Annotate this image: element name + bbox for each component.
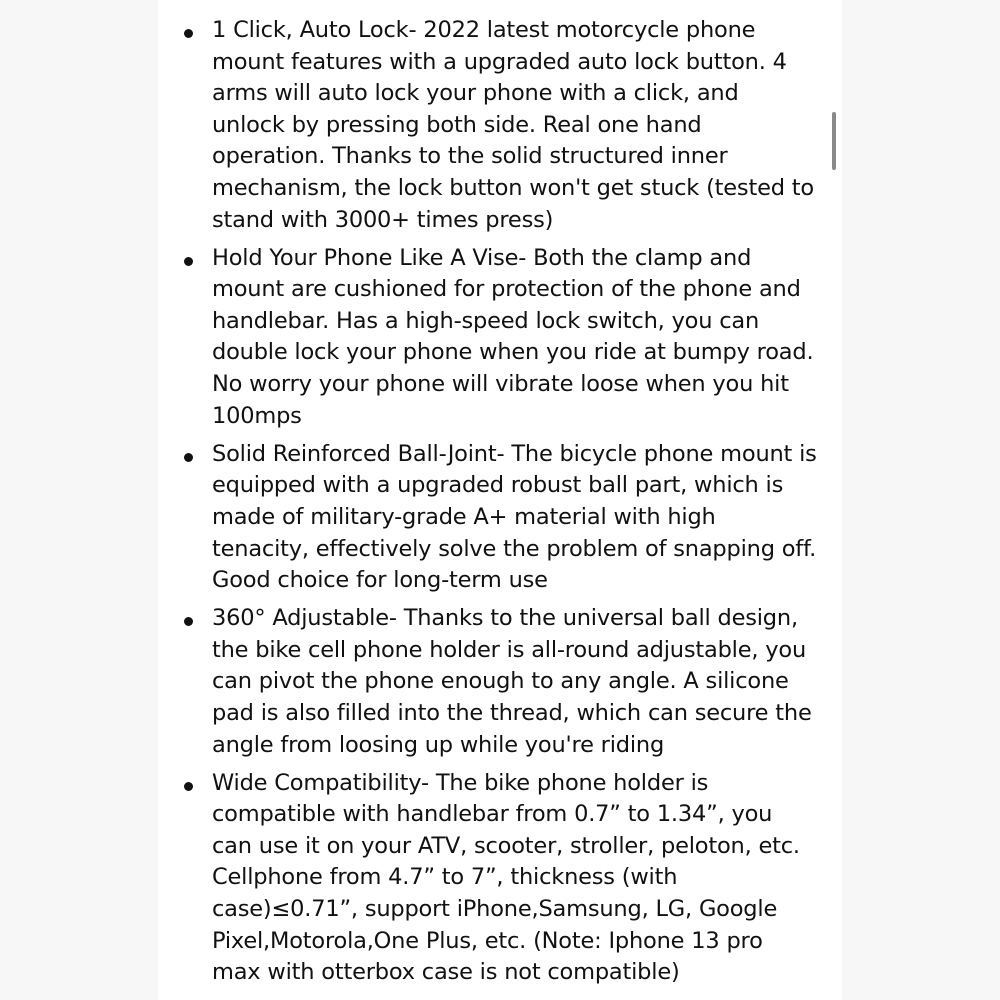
feature-bullet-auto-lock bbox=[158, 15, 842, 236]
feature-text: Wide Compatibility- The bike phone holder is compatible with handlebar from 0.7” to 1.34”, you can use it on your ATV, scooter, stroller, peloton, etc. Cellphone from 4.7” to 7”, thickness (with case)≤0.71”, support iPhone,Samsung, LG, Google Pixel,Motorola,One Plus, etc. (Note: Iphone 13 pro max with otterbox case is not compatible) bbox=[212, 769, 800, 986]
bullet-dot-icon bbox=[184, 257, 193, 266]
feature-bullet-ball-joint bbox=[158, 439, 842, 597]
feature-text: 360° Adjustable- Thanks to the universal ball design, the bike cell phone holder is all-round adjustable, you can pivot the phone enough to any angle. A silicone pad is also filled into the thread, which can secure the angle from loosing up while you're riding bbox=[212, 605, 812, 758]
feature-text: 1 Click, Auto Lock- 2022 latest motorcycle phone mount features with a upgraded auto lock button. 4 arms will auto lock your phone with a click, and unlock by pressing both side. Real one hand operation. Thanks to the solid structured inner mechanism, the lock button won't get stuck (tested to stand with 3000+ times press) bbox=[212, 17, 814, 233]
bullet-dot-icon bbox=[184, 617, 193, 626]
scrollbar-thumb[interactable] bbox=[832, 112, 836, 170]
feature-text: Hold Your Phone Like A Vise- Both the clamp and mount are cushioned for protection of the phone and handlebar. Has a high-speed lock switch, you can double lock your phone when you ride at bumpy road. No worry your phone will vibrate loose when you hit 100mps bbox=[212, 244, 814, 429]
feature-bullet-vise-hold bbox=[158, 243, 842, 433]
feature-bullet-list bbox=[158, 15, 842, 995]
feature-text: Solid Reinforced Ball-Joint- The bicycle phone mount is equipped with a upgraded robust ball part, which is made of military-grade A+ material with high tenacity, effectively solve the problem of snapping off. Good choice for long-term use bbox=[212, 440, 817, 594]
bullet-dot-icon bbox=[184, 29, 193, 38]
product-description-panel bbox=[158, 0, 842, 1000]
bullet-dot-icon bbox=[184, 782, 193, 791]
feature-bullet-compatibility bbox=[158, 768, 842, 989]
feature-bullet-adjustable bbox=[158, 603, 842, 761]
bullet-dot-icon bbox=[184, 453, 193, 462]
